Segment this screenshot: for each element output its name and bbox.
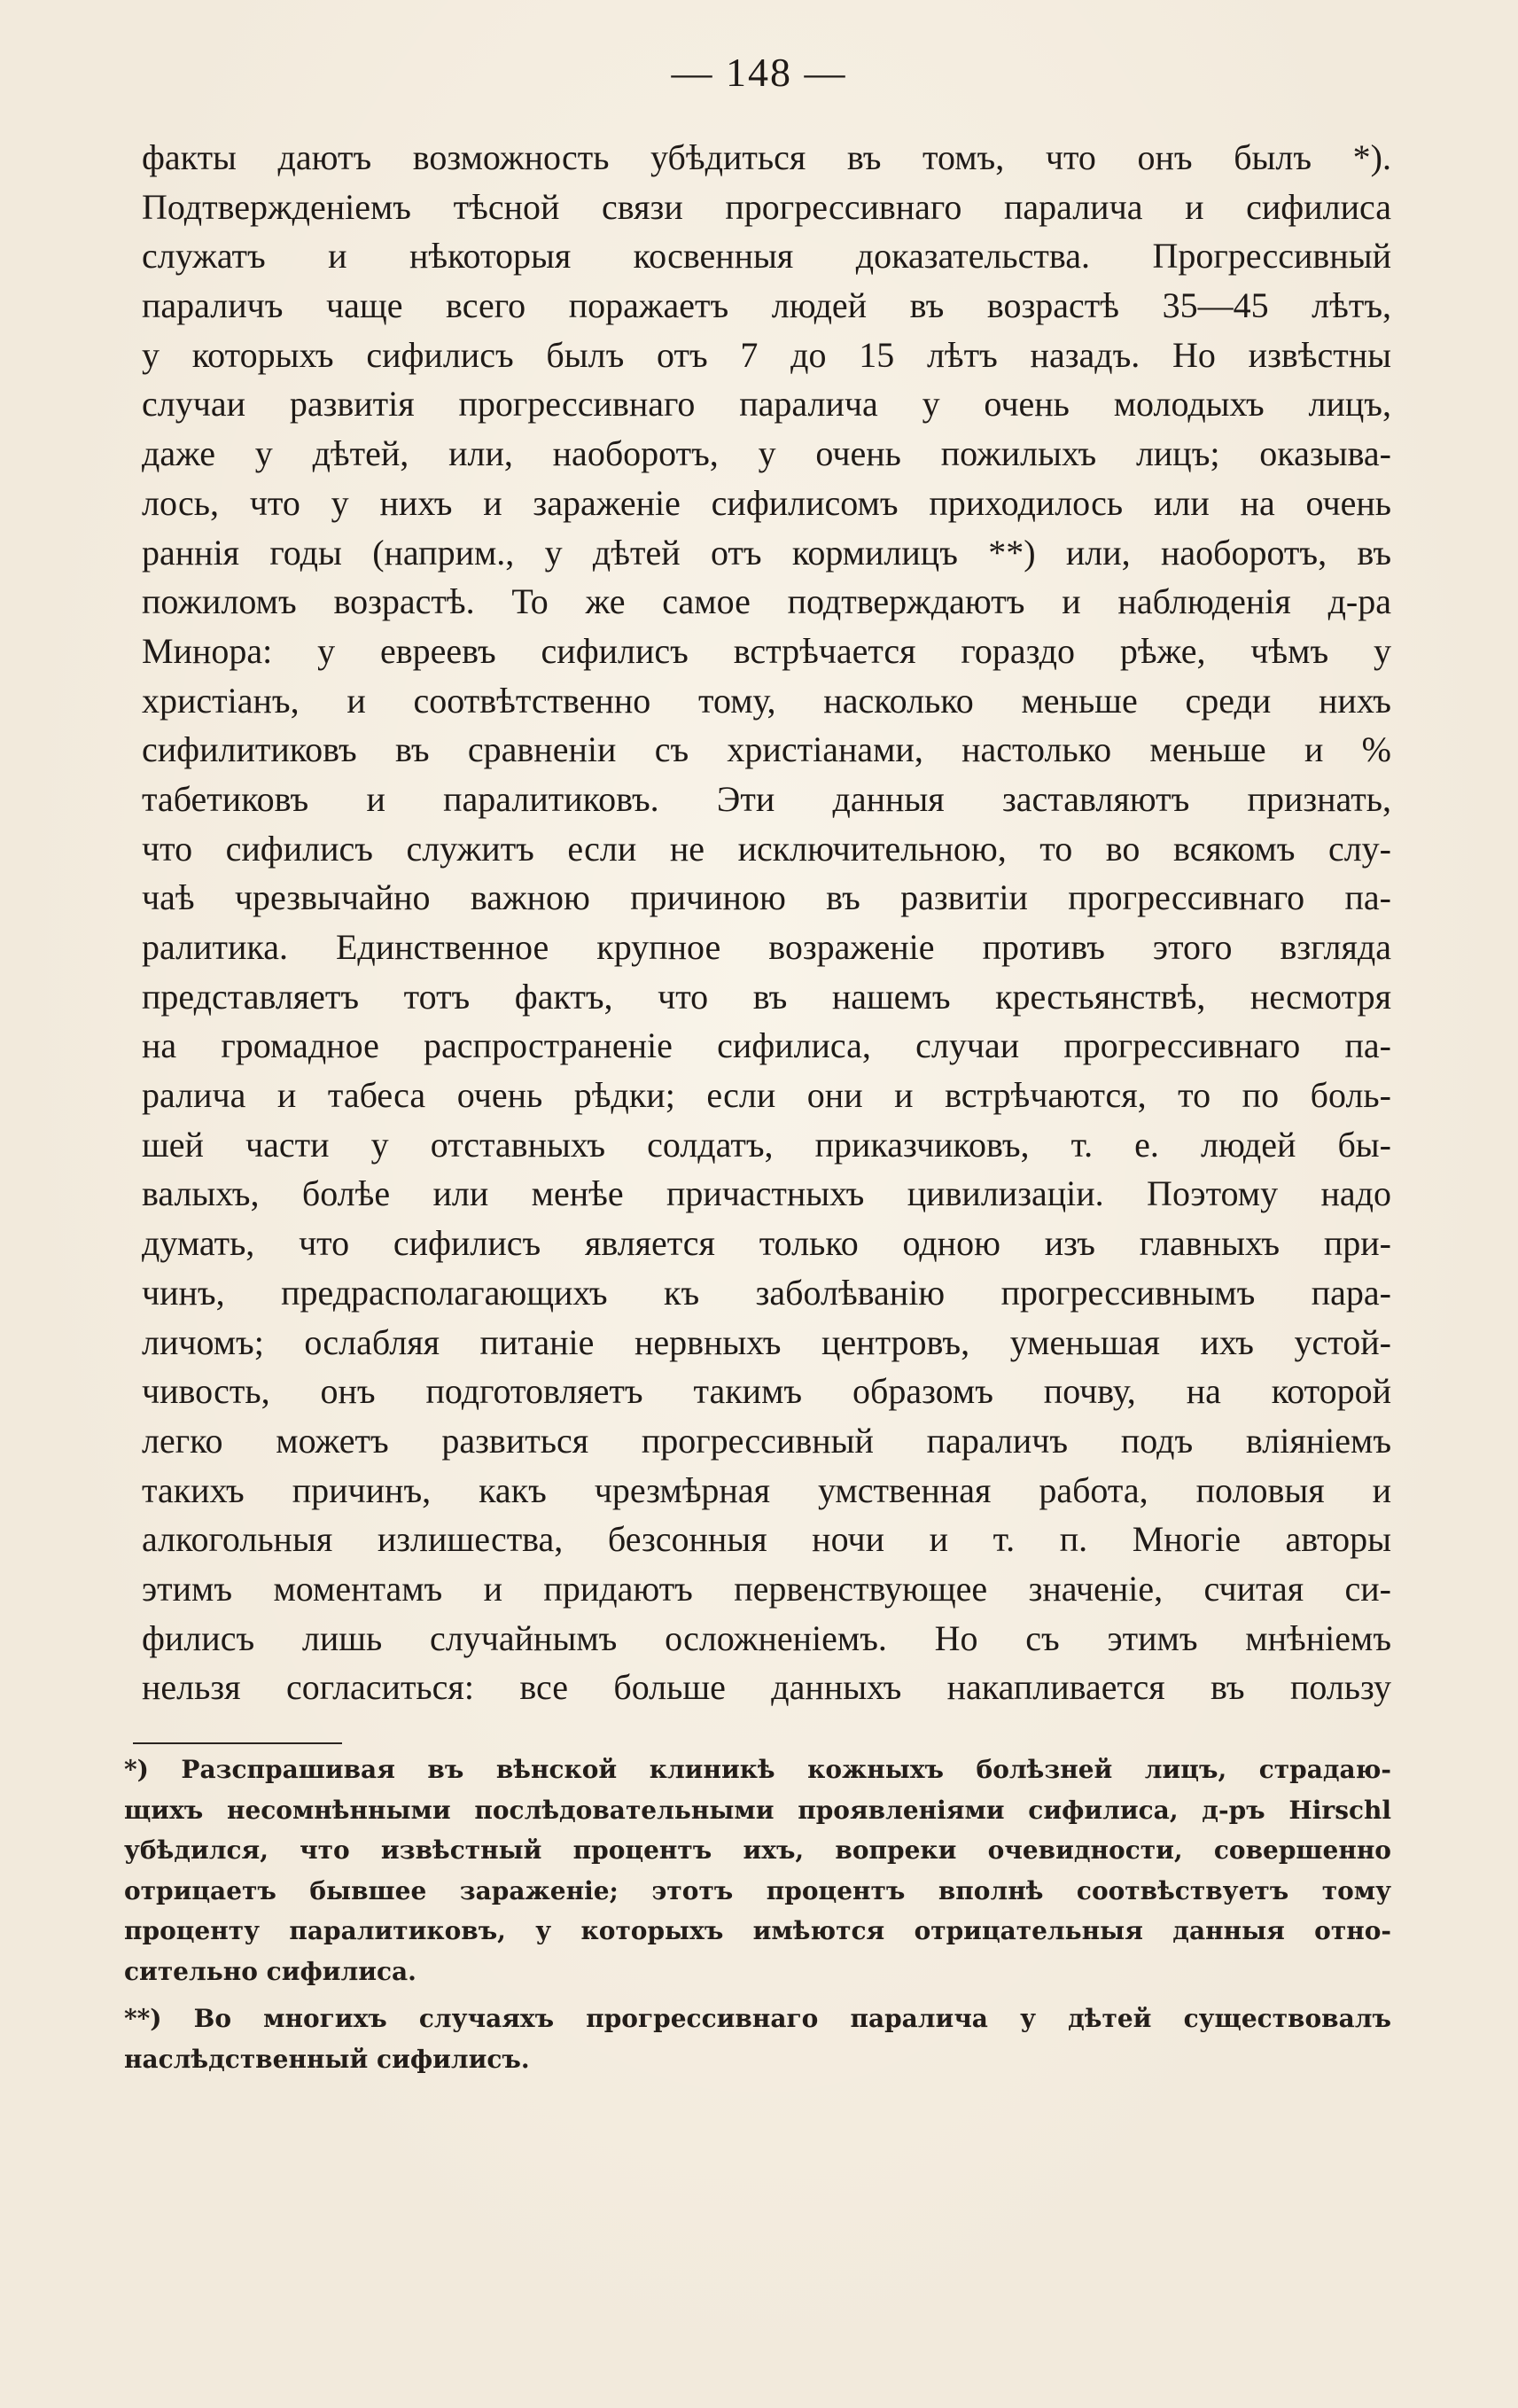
text-line: пожиломъ возрастѣ. То же самое подтверждаютъ и наблюденія д-ра (142, 581, 1391, 622)
text-line: факты даютъ возможность убѣдиться въ томъ, что онъ былъ *). (142, 137, 1391, 177)
footnote-line: щихъ несомнѣнными послѣдовательными проявленіями сифилиса, д-ръ Hirschl (124, 1795, 1391, 1825)
text-line: такихъ причинъ, какъ чрезмѣрная умственная работа, половыя и (142, 1469, 1391, 1510)
page-number: — 148 — (671, 50, 847, 95)
text-line: думать, что сифилисъ является только одною изъ главныхъ при- (142, 1223, 1391, 1264)
text-line: случаи развитія прогрессивнаго паралича у очень молодыхъ лицъ, (142, 384, 1391, 425)
text-line: чивость, онъ подготовляетъ такимъ образомъ почву, на которой (142, 1371, 1391, 1412)
footnote-line: убѣдился, что извѣстный процентъ ихъ, вопреки очевидности, совершенно (124, 1835, 1391, 1865)
text-line: валыхъ, болѣе или менѣе причастныхъ цивилизаціи. Поэтому надо (142, 1173, 1391, 1214)
text-line: ралича и табеса очень рѣдки; если они и встрѣчаются, то по боль- (142, 1075, 1391, 1116)
footnote-divider (133, 1742, 342, 1744)
footnote-line: *) Разспрашивая въ вѣнской клиникѣ кожныхъ болѣзней лицъ, страдаю- (124, 1755, 1391, 1784)
text-line: у которыхъ сифилисъ былъ отъ 7 до 15 лѣтъ назадъ. Но извѣстны (142, 334, 1391, 375)
text-line: чаѣ чрезвычайно важною причиною въ развитіи прогрессивнаго па- (142, 877, 1391, 918)
footnote-line: **) Во многихъ случаяхъ прогрессивнаго паралича у дѣтей существовалъ (124, 2004, 1391, 2033)
footnote-line: отрицаетъ бывшее зараженіе; этотъ процентъ вполнѣ соотвѣствуетъ тому (124, 1875, 1391, 1905)
footnote-1 (124, 1750, 1391, 1991)
text-line: чинъ, предрасполагающихъ къ заболѣванію прогрессивнымъ пара- (142, 1272, 1391, 1313)
footnote-line: наслѣдственный сифилисъ. (124, 2044, 530, 2074)
text-line: Минора: у евреевъ сифилисъ встрѣчается гораздо рѣже, чѣмъ у (142, 630, 1391, 671)
text-line: алкогольныя излишества, безсонныя ночи и т. п. Многіе авторы (142, 1519, 1391, 1560)
text-line: что сифилисъ служитъ если не исключительною, то во всякомъ слу- (142, 828, 1391, 869)
text-line: на громадное распространеніе сифилиса, случаи прогрессивнаго па- (142, 1025, 1391, 1066)
text-line: табетиковъ и паралитиковъ. Эти данныя заставляютъ признать, (142, 778, 1391, 819)
text-line: легко можетъ развиться прогрессивный параличъ подъ вліяніемъ (142, 1420, 1391, 1461)
text-line: представляетъ тотъ фактъ, что въ нашемъ крестьянствѣ, несмотря (142, 976, 1391, 1017)
text-line: раннія годы (наприм., у дѣтей отъ кормилицъ **) или, наоборотъ, въ (142, 532, 1391, 573)
text-line: даже у дѣтей, или, наоборотъ, у очень пожилыхъ лицъ; оказыва- (142, 433, 1391, 474)
footnote-line: проценту паралитиковъ, у которыхъ имѣются отрицательныя данныя отно- (124, 1916, 1391, 1945)
text-line: ралитика. Единственное крупное возраженіе противъ этого взгляда (142, 927, 1391, 967)
text-line: христіанъ, и соотвѣтственно тому, насколько меньше среди нихъ (142, 680, 1391, 721)
footnote-line: сительно сифилиса. (124, 1956, 416, 1986)
text-line: шей части у отставныхъ солдатъ, приказчиковъ, т. е. людей бы- (142, 1124, 1391, 1165)
text-line: параличъ чаще всего поражаетъ людей въ возрастѣ 35—45 лѣтъ, (142, 285, 1391, 326)
body-text (142, 133, 1391, 1712)
text-line: личомъ; ослабляя питаніе нервныхъ центровъ, уменьшая ихъ устой- (142, 1321, 1391, 1362)
text-line: сифилитиковъ въ сравненіи съ христіанами, настолько меньше и % (142, 729, 1391, 770)
text-line: филисъ лишь случайнымъ осложненіемъ. Но съ этимъ мнѣніемъ (142, 1617, 1391, 1658)
text-line: нельзя согласиться: все больше данныхъ накапливается въ пользу (142, 1667, 1391, 1708)
text-line: служатъ и нѣкоторыя косвенныя доказательства. Прогрессивный (142, 236, 1391, 277)
text-line: Подтвержденіемъ тѣсной связи прогрессивнаго паралича и сифилиса (142, 186, 1391, 227)
text-line: этимъ моментамъ и придаютъ первенствующее значеніе, считая си- (142, 1568, 1391, 1609)
footnote-2 (124, 1999, 1391, 2079)
text-line: лось, что у нихъ и зараженіе сифилисомъ приходилось или на очень (142, 482, 1391, 523)
footnotes (124, 1750, 1391, 2079)
